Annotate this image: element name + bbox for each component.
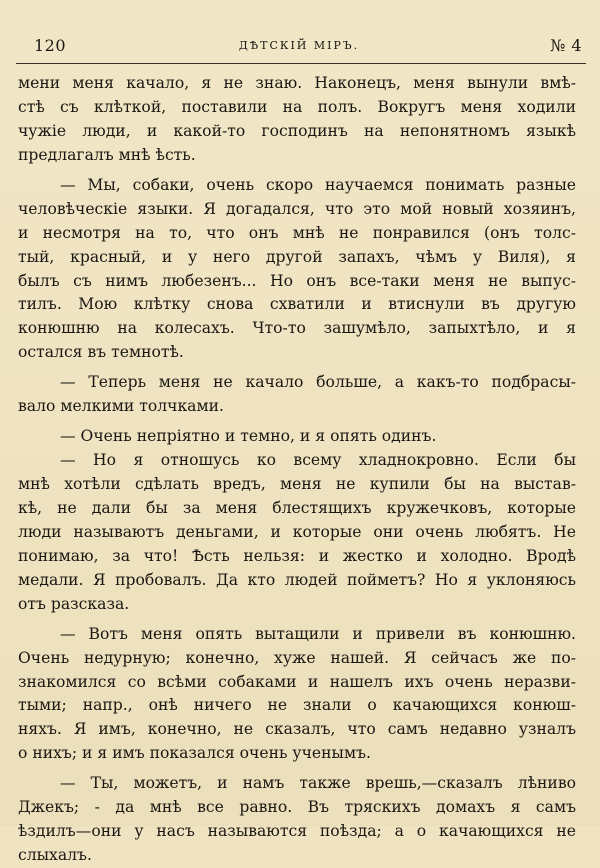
text-line: — Теперь меня не качало больше, а какъ-то подбрасы- <box>60 373 576 392</box>
body-text <box>18 72 576 868</box>
text-line: Джекъ; - да мнѣ все равно. Въ тряскихъ домахъ я самъ <box>18 798 576 817</box>
text-line: о нихъ; и я имъ показался очень ученымъ. <box>18 744 371 763</box>
text-line: былъ съ нимъ любезенъ... Но онъ все-таки меня не выпус- <box>18 271 576 290</box>
text-line: человѣческiе языки. Я догадался, что это мой новый хозяинъ, <box>18 199 576 218</box>
text-line: чужiе люди, и какой-то господинъ на непонятномъ языкѣ <box>18 121 576 140</box>
paragraph <box>18 772 576 868</box>
text-line: остался въ темнотѣ. <box>18 343 184 362</box>
text-line: — Вотъ меня опять вытащили и привели въ конюшню. <box>60 624 576 643</box>
text-line: — Мы, собаки, очень скоро научаемся понимать разные <box>60 175 576 194</box>
text-line: слыхалъ. <box>18 846 92 865</box>
text-line: вало мелкими толчками. <box>18 397 224 416</box>
text-line: конюшню на колесахъ. Что-то зашумѣло, запыхтѣло, и я <box>18 319 576 338</box>
running-title: ДѢТСКIЙ МIРЪ. <box>238 39 360 52</box>
text-line: знакомился со всѣми собаками и нашелъ ихъ очень неразви- <box>18 672 576 691</box>
text-line: Очень недурную; конечно, хуже нашей. Я сейчасъ же по- <box>18 648 576 667</box>
text-line: предлагалъ мнѣ ѣсть. <box>18 145 196 164</box>
page-number: 120 <box>34 36 67 55</box>
header-rule <box>16 63 586 64</box>
text-line: и несмотря на то, что онъ мнѣ не понравился (онъ толс- <box>18 223 576 242</box>
paragraph <box>18 623 576 767</box>
text-line: мени меня качало, я не знаю. Наконецъ, меня вынули вмѣ- <box>18 74 576 92</box>
text-line: понимаю, за что! Ѣсть нельзя: и жестко и холодно. Вродѣ <box>18 546 576 565</box>
text-line: — Но я отношусь ко всему хладнокровно. Если бы <box>60 451 576 470</box>
page-header <box>16 36 582 60</box>
text-line: мнѣ хотѣли сдѣлать вредъ, меня не купили бы на выстав- <box>18 475 576 493</box>
paragraph <box>18 425 576 449</box>
text-line: тилъ. Мою клѣтку снова схватили и втиснули въ другую <box>18 295 576 314</box>
text-line: люди называютъ деньгами, и которые они очень любятъ. Не <box>18 522 576 541</box>
paragraph <box>18 174 576 366</box>
paragraph <box>18 449 576 617</box>
text-line: няхъ. Я имъ, конечно, не сказалъ, что самъ недавно узналъ <box>18 720 576 739</box>
text-line: тыми; напр., онѣ ничего не знали о качающихся конюш- <box>18 696 576 715</box>
text-line: отъ разсказа. <box>18 594 130 613</box>
text-line: стѣ съ клѣткой, поставили на полъ. Вокругъ меня ходили <box>18 97 576 116</box>
text-line: ѣздилъ—они у насъ называются поѣзда; а о качающихся не <box>18 822 576 841</box>
issue-number: № 4 <box>550 36 582 55</box>
text-line: медали. Я пробовалъ. Да кто людей пойметъ? Но я уклоняюсь <box>18 570 576 589</box>
paragraph <box>18 371 576 419</box>
paragraph <box>18 72 576 168</box>
text-line: тый, красный, и у него другой запахъ, чѣмъ у Виля), я <box>18 247 576 266</box>
text-line: кѣ, не дали бы за меня блестящихъ кружечковъ, которые <box>18 498 576 517</box>
text-line: — Ты, можетъ, и намъ также врешь,—сказалъ лѣниво <box>60 774 576 793</box>
text-line: — Очень непрiятно и темно, и я опять одинъ. <box>60 427 437 446</box>
